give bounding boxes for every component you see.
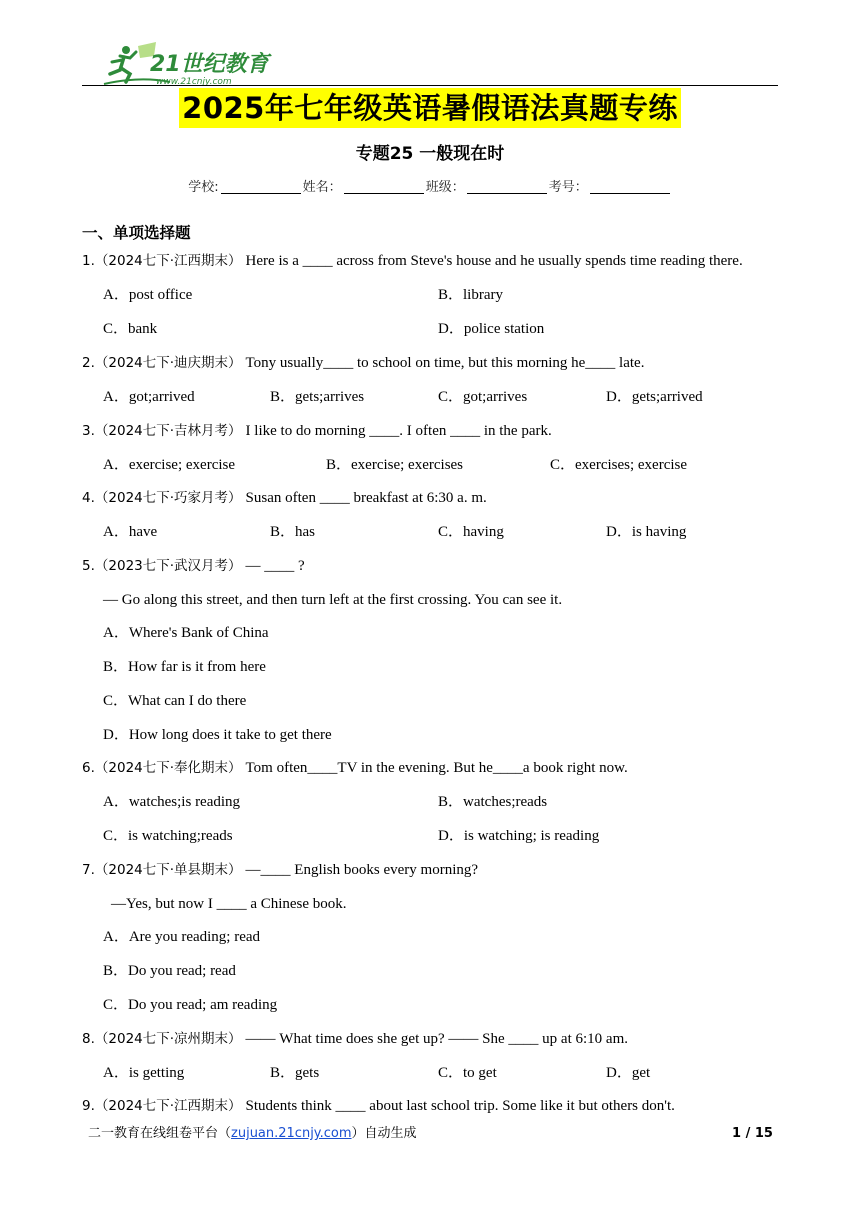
option-c[interactable]: C．to get <box>438 1065 497 1081</box>
option-b[interactable]: B．gets;arrives <box>270 389 365 405</box>
name-blank[interactable] <box>344 179 424 194</box>
class-blank[interactable] <box>467 179 547 194</box>
option-c[interactable]: C．got;arrives <box>438 389 528 405</box>
option-b[interactable]: B．exercise; exercises <box>326 457 464 473</box>
option-c[interactable]: C．What can I do there <box>103 693 247 709</box>
option-c[interactable]: C．having <box>438 524 504 540</box>
question-4: 4.（2024七下·巧家月考） Susan often ____ breakfast at 6:30 a. m. <box>82 490 487 506</box>
question-stem: —____ English books every morning? <box>245 862 479 878</box>
question-stem: Here is a ____ across from Steve's house and he usually spends time reading there. <box>245 253 743 269</box>
svg-text:21世纪教育: 21世纪教育 <box>150 52 269 77</box>
question-1: 1.（2024七下·江西期末） Here is a ____ across from Steve's house and he usually spends time reading there. <box>82 253 743 269</box>
question-stem: — ____ ? <box>245 558 305 574</box>
option-d[interactable]: D．How long does it take to get there <box>103 727 332 743</box>
option-d[interactable]: D．get <box>606 1065 651 1081</box>
option-d[interactable]: D．is watching; is reading <box>438 828 600 844</box>
option-b[interactable]: B．How far is it from here <box>103 659 266 675</box>
question-8: 8.（2024七下·凉州期末） —— What time does she get up? —— She ____ up at 6:10 am. <box>82 1031 628 1047</box>
school-blank[interactable] <box>221 179 301 194</box>
question-5: 5.（2023七下·武汉月考） — ____ ? <box>82 558 305 574</box>
option-a[interactable]: A．Are you reading; read <box>103 929 261 945</box>
class-label: 班级： <box>425 180 465 195</box>
question-stem-reply: —Yes, but now I ____ a Chinese book. <box>111 896 347 912</box>
option-c[interactable]: C．bank <box>103 321 158 337</box>
footer-link[interactable]: zujuan.21cnjy.com <box>231 1126 352 1141</box>
question-stem: I like to do morning ____. I often ____ in the park. <box>245 423 552 439</box>
question-2: 2.（2024七下·迪庆期末） Tony usually____ to school on time, but this morning he____ late. <box>82 355 645 371</box>
option-d[interactable]: D．is having <box>606 524 687 540</box>
exam-no-label: 考号： <box>548 180 588 195</box>
option-c[interactable]: C．exercises; exercise <box>550 457 688 473</box>
section-title: 一、单项选择题 <box>82 224 191 242</box>
option-a[interactable]: A．got;arrived <box>103 389 195 405</box>
option-b[interactable]: B．Do you read; read <box>103 963 236 979</box>
student-info-line <box>0 178 860 198</box>
option-a[interactable]: A．have <box>103 524 158 540</box>
question-stem: Students think ____ about last school trip. Some like it but others don't. <box>245 1098 675 1114</box>
question-6: 6.（2024七下·奉化期末） Tom often____TV in the evening. But he____a book right now. <box>82 760 628 776</box>
header-rule <box>82 85 778 86</box>
question-stem: Susan often ____ breakfast at 6:30 a. m. <box>245 490 487 506</box>
option-a[interactable]: A．exercise; exercise <box>103 457 236 473</box>
question-7: 7.（2024七下·单县期末） —____ English books every morning? <box>82 862 479 878</box>
school-label: 学校: <box>188 180 219 195</box>
exam-no-blank[interactable] <box>590 179 670 194</box>
runner-logo-icon <box>100 40 280 88</box>
page-subtitle: 专题25 一般现在时 <box>355 144 505 164</box>
option-c[interactable]: C．Do you read; am reading <box>103 997 278 1013</box>
question-9: 9.（2024七下·江西期末） Students think ____ about last school trip. Some like it but others don't. <box>82 1098 675 1114</box>
question-stem: Tom often____TV in the evening. But he____a book right now. <box>245 760 628 776</box>
page-title: 2025年七年级英语暑假语法真题专练 <box>179 88 681 128</box>
question-stem: —— What time does she get up? —— She ____ up at 6:10 am. <box>245 1031 628 1047</box>
option-a[interactable]: A．watches;is reading <box>103 794 241 810</box>
option-a[interactable]: A．post office <box>103 287 193 303</box>
option-a[interactable]: A．Where's Bank of China <box>103 625 269 641</box>
page-number: 1 / 15 <box>732 1126 773 1141</box>
option-b[interactable]: B．watches;reads <box>438 794 548 810</box>
option-b[interactable]: B．has <box>270 524 316 540</box>
svg-text:www.21cnjy.com: www.21cnjy.com <box>156 77 232 87</box>
question-stem: Tony usually____ to school on time, but this morning he____ late. <box>245 355 645 371</box>
option-b[interactable]: B．gets <box>270 1065 320 1081</box>
question-stem-reply: — Go along this street, and then turn left at the first crossing. You can see it. <box>103 592 563 608</box>
option-b[interactable]: B．library <box>438 287 503 303</box>
option-a[interactable]: A．is getting <box>103 1065 185 1081</box>
option-c[interactable]: C．is watching;reads <box>103 828 233 844</box>
question-3: 3.（2024七下·吉林月考） I like to do morning ____. I often ____ in the park. <box>82 423 552 439</box>
name-label: 姓名： <box>302 180 342 195</box>
option-d[interactable]: D．gets;arrived <box>606 389 703 405</box>
footer-source: 二一教育在线组卷平台（zujuan.21cnjy.com）自动生成 <box>88 1126 417 1141</box>
logo <box>100 40 280 88</box>
option-d[interactable]: D．police station <box>438 321 545 337</box>
